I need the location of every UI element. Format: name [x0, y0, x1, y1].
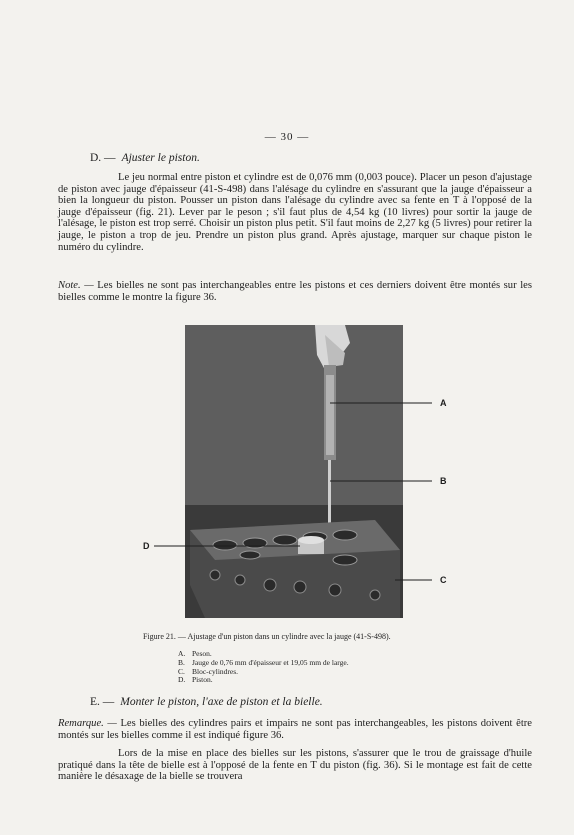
figure-legend: [178, 650, 349, 685]
legend-key: B.: [178, 657, 185, 667]
figure-label-a: A: [440, 398, 447, 408]
legend-text: Jauge de 0,76 mm d'épaisseur et 19,05 mm de large.: [192, 657, 349, 667]
note-label: Note. —: [58, 280, 94, 291]
section-e-heading: [90, 696, 323, 708]
legend-text: Piston.: [192, 675, 213, 685]
section-e-title: Monter le piston, l'axe de piston et la bielle.: [120, 696, 323, 708]
page-number: — 30 —: [264, 131, 310, 143]
remarque-label: Remarque. —: [58, 718, 117, 729]
remarque-block: [58, 718, 532, 741]
legend-text: Bloc-cylindres.: [192, 666, 239, 676]
note-text: Les bielles ne sont pas interchangeables entre les pistons et ces derniers doivent être montés sur les bielles comme le montre la figure 36.: [58, 280, 532, 303]
final-paragraph: Lors de la mise en place des bielles sur les pistons, s'assurer que le trou de graissage d'huile pratiqué dans la tête de bielle est à l'opposé de la fente en T du piston (fig. 36). Si le montage est fait de cette manière le désaxage de la bielle se trouvera: [58, 748, 532, 783]
section-d-title: Ajuster le piston.: [121, 152, 200, 164]
legend-key: A.: [178, 649, 186, 658]
figure-label-b: B: [440, 476, 447, 486]
remarque-text: Les bielles des cylindres pairs et impairs ne sont pas interchangeables, les pistons doivent être montés sur les bielles comme il est indiqué figure 36.: [58, 718, 532, 741]
legend-key: D.: [178, 675, 186, 685]
section-d-paragraph: Le jeu normal entre piston et cylindre est de 0,076 mm (0,003 pouce). Placer un peson d'ajustage de piston avec jauge d'épaisseur (41-S-498) dans l'alésage du cylindre en s'assurant que la jauge d'épaisseur a bien la longueur du piston. Pousser un piston dans l'alésage du cylindre avec sa fente en T à l'opposé de la jauge d'épaisseur (fig. 21). Lever par le peson ; s'il faut plus de 4,54 kg (10 livres) pour sortir la jauge de l'alésage, le piston est trop serré. Choisir un piston plus petit. S'il faut moins de 2,27 kg (5 livres) pour retirer la jauge, le piston a trop de jeu. Prendre un piston plus grand. Après ajustage, marquer sur chaque piston le numéro du cylindre.: [58, 172, 532, 253]
legend-item: [178, 676, 349, 685]
figure-label-d: D: [143, 541, 150, 551]
section-e-label: E. —: [90, 696, 115, 708]
legend-text: Peson.: [192, 649, 212, 658]
section-d-label: D. —: [90, 152, 116, 164]
legend-key: C.: [178, 666, 185, 676]
figure-caption: Figure 21. — Ajustage d'un piston dans un cylindre avec la jauge (41-S-498).: [143, 632, 391, 641]
figure-label-c: C: [440, 575, 447, 585]
